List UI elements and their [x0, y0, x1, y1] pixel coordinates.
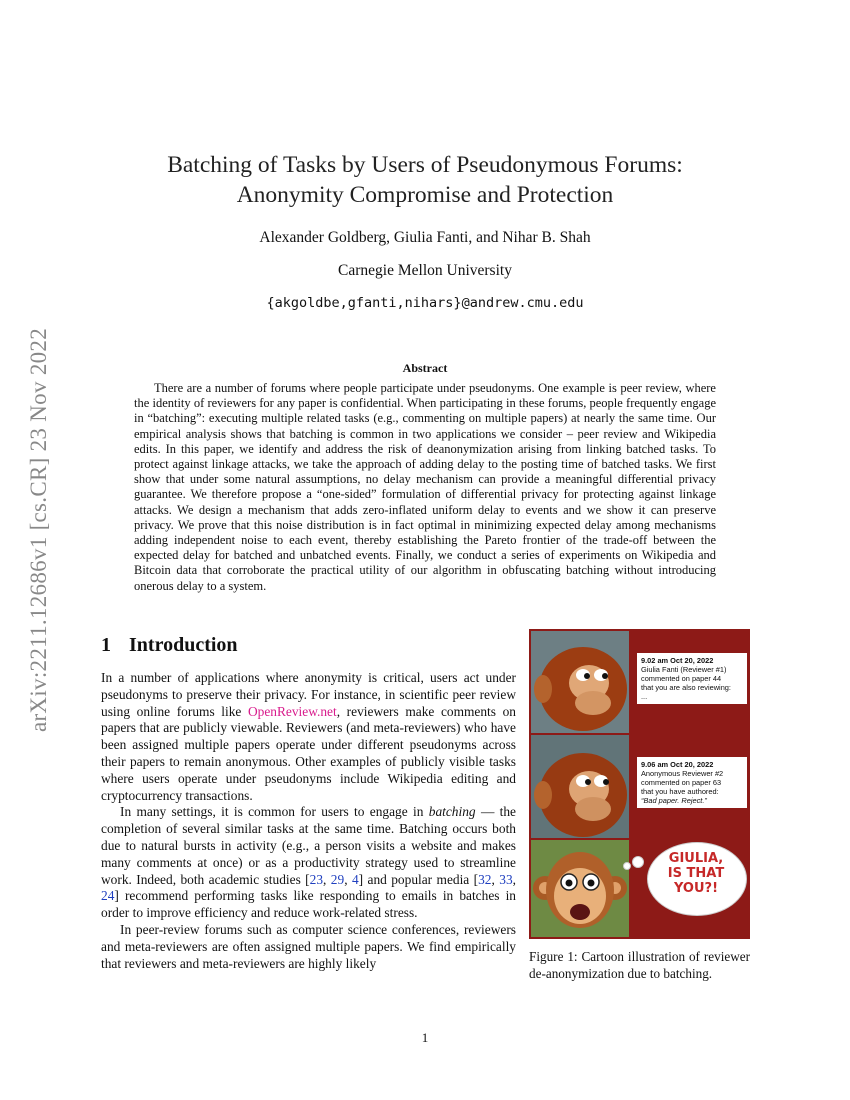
p2-text-b: — the completion of several similar tasks at the same time. Batching occurs both due to natural bursts in activity (e.g., a person visits a website and makes many comments at once) or as a productivity strategy used to streamline work. Indeed, both academic studies [	[101, 804, 517, 887]
puppet-side-glance-image	[531, 631, 629, 733]
section-number: 1	[101, 634, 111, 656]
citation-4[interactable]: 4	[351, 871, 359, 887]
puppet-side-glance-image-2	[531, 735, 629, 838]
affiliation: Carnegie Mellon University	[338, 262, 512, 279]
p2-text-a: In many settings, it is common for users to engage in	[120, 804, 429, 820]
title-line-2: Anonymity Compromise and Protection	[236, 182, 614, 208]
cite-sep: ,	[323, 871, 331, 887]
p2-text-d: ] recommend performing tasks like responding to emails in batches in order to improve efficiency and reduce work-related stress.	[101, 888, 516, 921]
p1-text-a: In a number of applications where anonymity is critical, users act under pseudonyms to preserve their privacy. For instance, in scientific peer review using online forums like	[101, 670, 516, 719]
note2-line4: “Bad paper. Reject.”	[641, 796, 707, 805]
bubble-line1: GIULIA,	[668, 851, 724, 866]
reviewer-1-notification	[637, 653, 747, 704]
note2-time: 9.06 am Oct 20, 2022	[641, 760, 714, 769]
abstract-text: There are a number of forums where people participate under pseudonyms. One example is peer review, where the identity of reviewers for any paper is confidential. When participating in these forums, people frequently engage in “batching”: executing multiple related tasks (e.g., commenting on multiple papers) at nearly the same time. Our empirical analysis shows that batching is common in two applications we consider – peer review and Wikipedia edits. In this paper, we identify and address the risk of deanonymization arising from linking batched tasks. To protect against linkage attacks, we take the approach of adding delay to the posting time of batched tasks. We first show that under some natural assumptions, no delay mechanism can provide a meaningful differential privacy guarantee. We therefore propose a “one-sided” formulation of differential privacy for protecting against linkage attacks. We design a mechanism that adds zero-inflated uniform delay to events and we show it can preserve privacy. We prove that this noise distribution is in fact optimal in minimizing expected delay among mechanisms adding independent noise to each event, thereby establishing the Pareto frontier of the trade-off between the expected delay for batched and unbatched events. Finally, we conduct a series of experiments on Wikipedia and Bitcoin data that corroborate the practical utility of our algorithm in obfuscating batching without introducing onerous delay to a system.	[134, 381, 716, 593]
cite-sep: ,	[344, 871, 352, 887]
note2-line2: commented on paper 63	[641, 778, 722, 787]
surprised-monkey-icon	[531, 840, 629, 937]
note2-line1: Anonymous Reviewer #2	[641, 769, 724, 778]
abstract-heading: Abstract	[402, 361, 448, 375]
paragraph-3: In peer-review forums such as computer science conferences, reviewers and meta-reviewers are often assigned multiple papers. We find empirically that reviewers and meta-reviewers are highly likely	[101, 921, 516, 971]
p2-text-c: ] and popular media [	[358, 871, 479, 887]
citation-33[interactable]: 33	[499, 871, 513, 887]
section-heading	[101, 634, 238, 657]
bubble-text	[647, 851, 745, 896]
cite-sep: ,	[512, 871, 516, 887]
puppet-panel-1	[531, 631, 629, 733]
arxiv-stamp: arXiv:2211.12686v1 [cs.CR] 23 Nov 2022	[26, 327, 51, 733]
note1-line1: Giulia Fanti (Reviewer #1)	[641, 665, 727, 674]
paragraph-2	[101, 804, 516, 922]
openreview-link[interactable]: OpenReview.net	[247, 703, 337, 719]
citation-24[interactable]: 24	[101, 888, 115, 904]
thought-dot-small	[623, 862, 631, 870]
body-text	[101, 670, 516, 972]
section-title: Introduction	[129, 634, 238, 656]
figure-caption: Figure 1: Cartoon illustration of reviewer de-anonymization due to batching.	[529, 949, 750, 981]
p1-text-b: , reviewers make comments on papers that are publicly viewable. Reviewers (and meta-reviewers) who have been assigned multiple papers operate under different pseudonyms across their papers to remain anonymous. Other examples of publicly visible tasks where users operate under pseudonyms include Wikipedia editing and cryptocurrency transactions.	[101, 703, 516, 803]
page-number: 1	[421, 1030, 429, 1045]
citation-29[interactable]: 29	[330, 871, 345, 887]
reviewer-2-notification	[637, 757, 747, 808]
note1-line2: commented on paper 44	[641, 674, 722, 683]
cartoon-monkey-panel	[531, 840, 629, 937]
paper-title	[0, 150, 850, 210]
bubble-line3: YOU?!	[673, 881, 719, 896]
email: {akgoldbe,gfanti,nihars}@andrew.cmu.edu	[266, 295, 584, 311]
note1-time: 9.02 am Oct 20, 2022	[641, 656, 714, 665]
title-line-1: Batching of Tasks by Users of Pseudonymous Forums:	[167, 152, 683, 178]
cite-sep: ,	[491, 871, 500, 887]
citation-32[interactable]: 32	[478, 871, 492, 887]
thought-dot-medium	[632, 856, 644, 868]
authors: Alexander Goldberg, Giulia Fanti, and Nihar B. Shah	[259, 229, 591, 246]
paragraph-1	[101, 670, 516, 804]
citation-23[interactable]: 23	[309, 871, 324, 887]
figure-1	[529, 629, 750, 939]
note1-line4: ...	[641, 692, 648, 701]
bubble-line2: IS THAT	[667, 866, 725, 881]
note1-line3: that you are also reviewing:	[641, 683, 731, 692]
note2-line3: that you have authored:	[641, 787, 719, 796]
puppet-panel-2	[531, 735, 629, 838]
batching-term: batching	[428, 804, 476, 820]
